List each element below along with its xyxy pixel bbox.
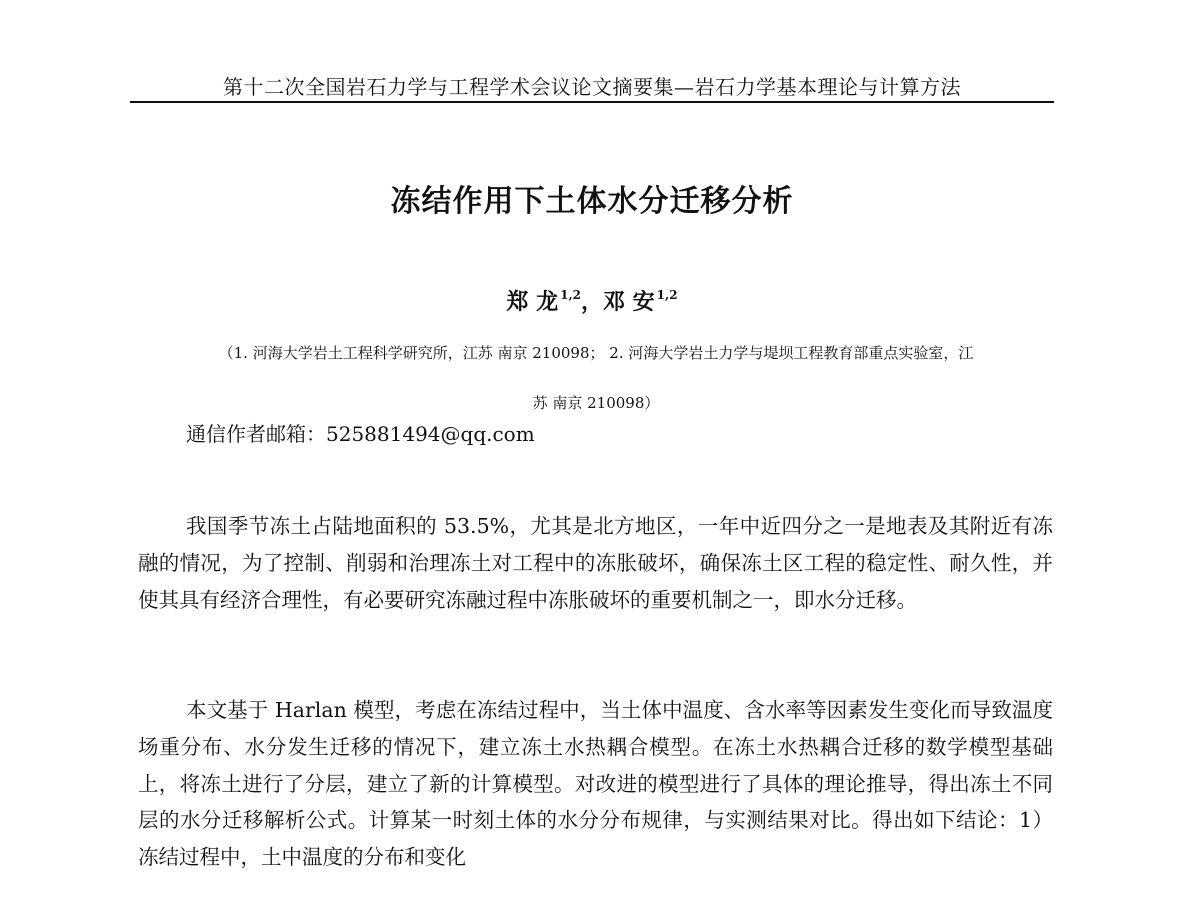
running-header: 第十二次全国岩石力学与工程学术会议论文摘要集—岩石力学基本理论与计算方法 [223,75,961,99]
paper-title: 冻结作用下土体水分迁移分析 [390,184,794,219]
affiliation-block [140,328,1052,428]
affiliation-line: （1. 河海大学岩土工程科学研究所，江苏 南京 210098； 2. 河海大学岩土力学与堤坝工程教育部重点实验室，江 [218,344,974,362]
body-paragraph: 本文基于 Harlan 模型，考虑在冻结过程中，当土体中温度、含水率等因素发生变化而导致温度场重分布、水分发生迁移的情况下，建立冻土水热耦合模型。在冻土水热耦合迁移的数学模型基础上，将冻土进行了分层，建立了新的计算模型。对改进的模型进行了具体的理论推导，得出冻土不同层的水分迁移解析公式。计算某一时刻土体的水分分布规律，与实测结果对比。得出如下结论：1）冻结过程中，土中温度的分布和变化 [138,698,1053,870]
corresponding-email: 通信作者邮箱：525881494@qq.com [186,422,535,446]
affiliation-line: 苏 南京 210098） [532,394,660,412]
body-paragraph: 我国季节冻土占陆地面积的 53.5%，尤其是北方地区，一年中近四分之一是地表及其附近有冻融的情况，为了控制、削弱和治理冻土对工程中的冻胀破坏，确保冻土区工程的稳定性、耐久性，并使其具有经济合理性，有必要研究冻融过程中冻胀破坏的重要机制之一，即水分迁移。 [138,514,1053,612]
header-divider [130,101,1054,103]
author-separator: ， [580,289,603,315]
author-affiliation-mark: 1,2 [560,288,581,302]
author-name: 邓 安 [603,289,655,315]
author-name: 郑 龙 [506,289,559,315]
author-line [130,280,1054,317]
author-affiliation-mark: 1,2 [656,288,678,302]
